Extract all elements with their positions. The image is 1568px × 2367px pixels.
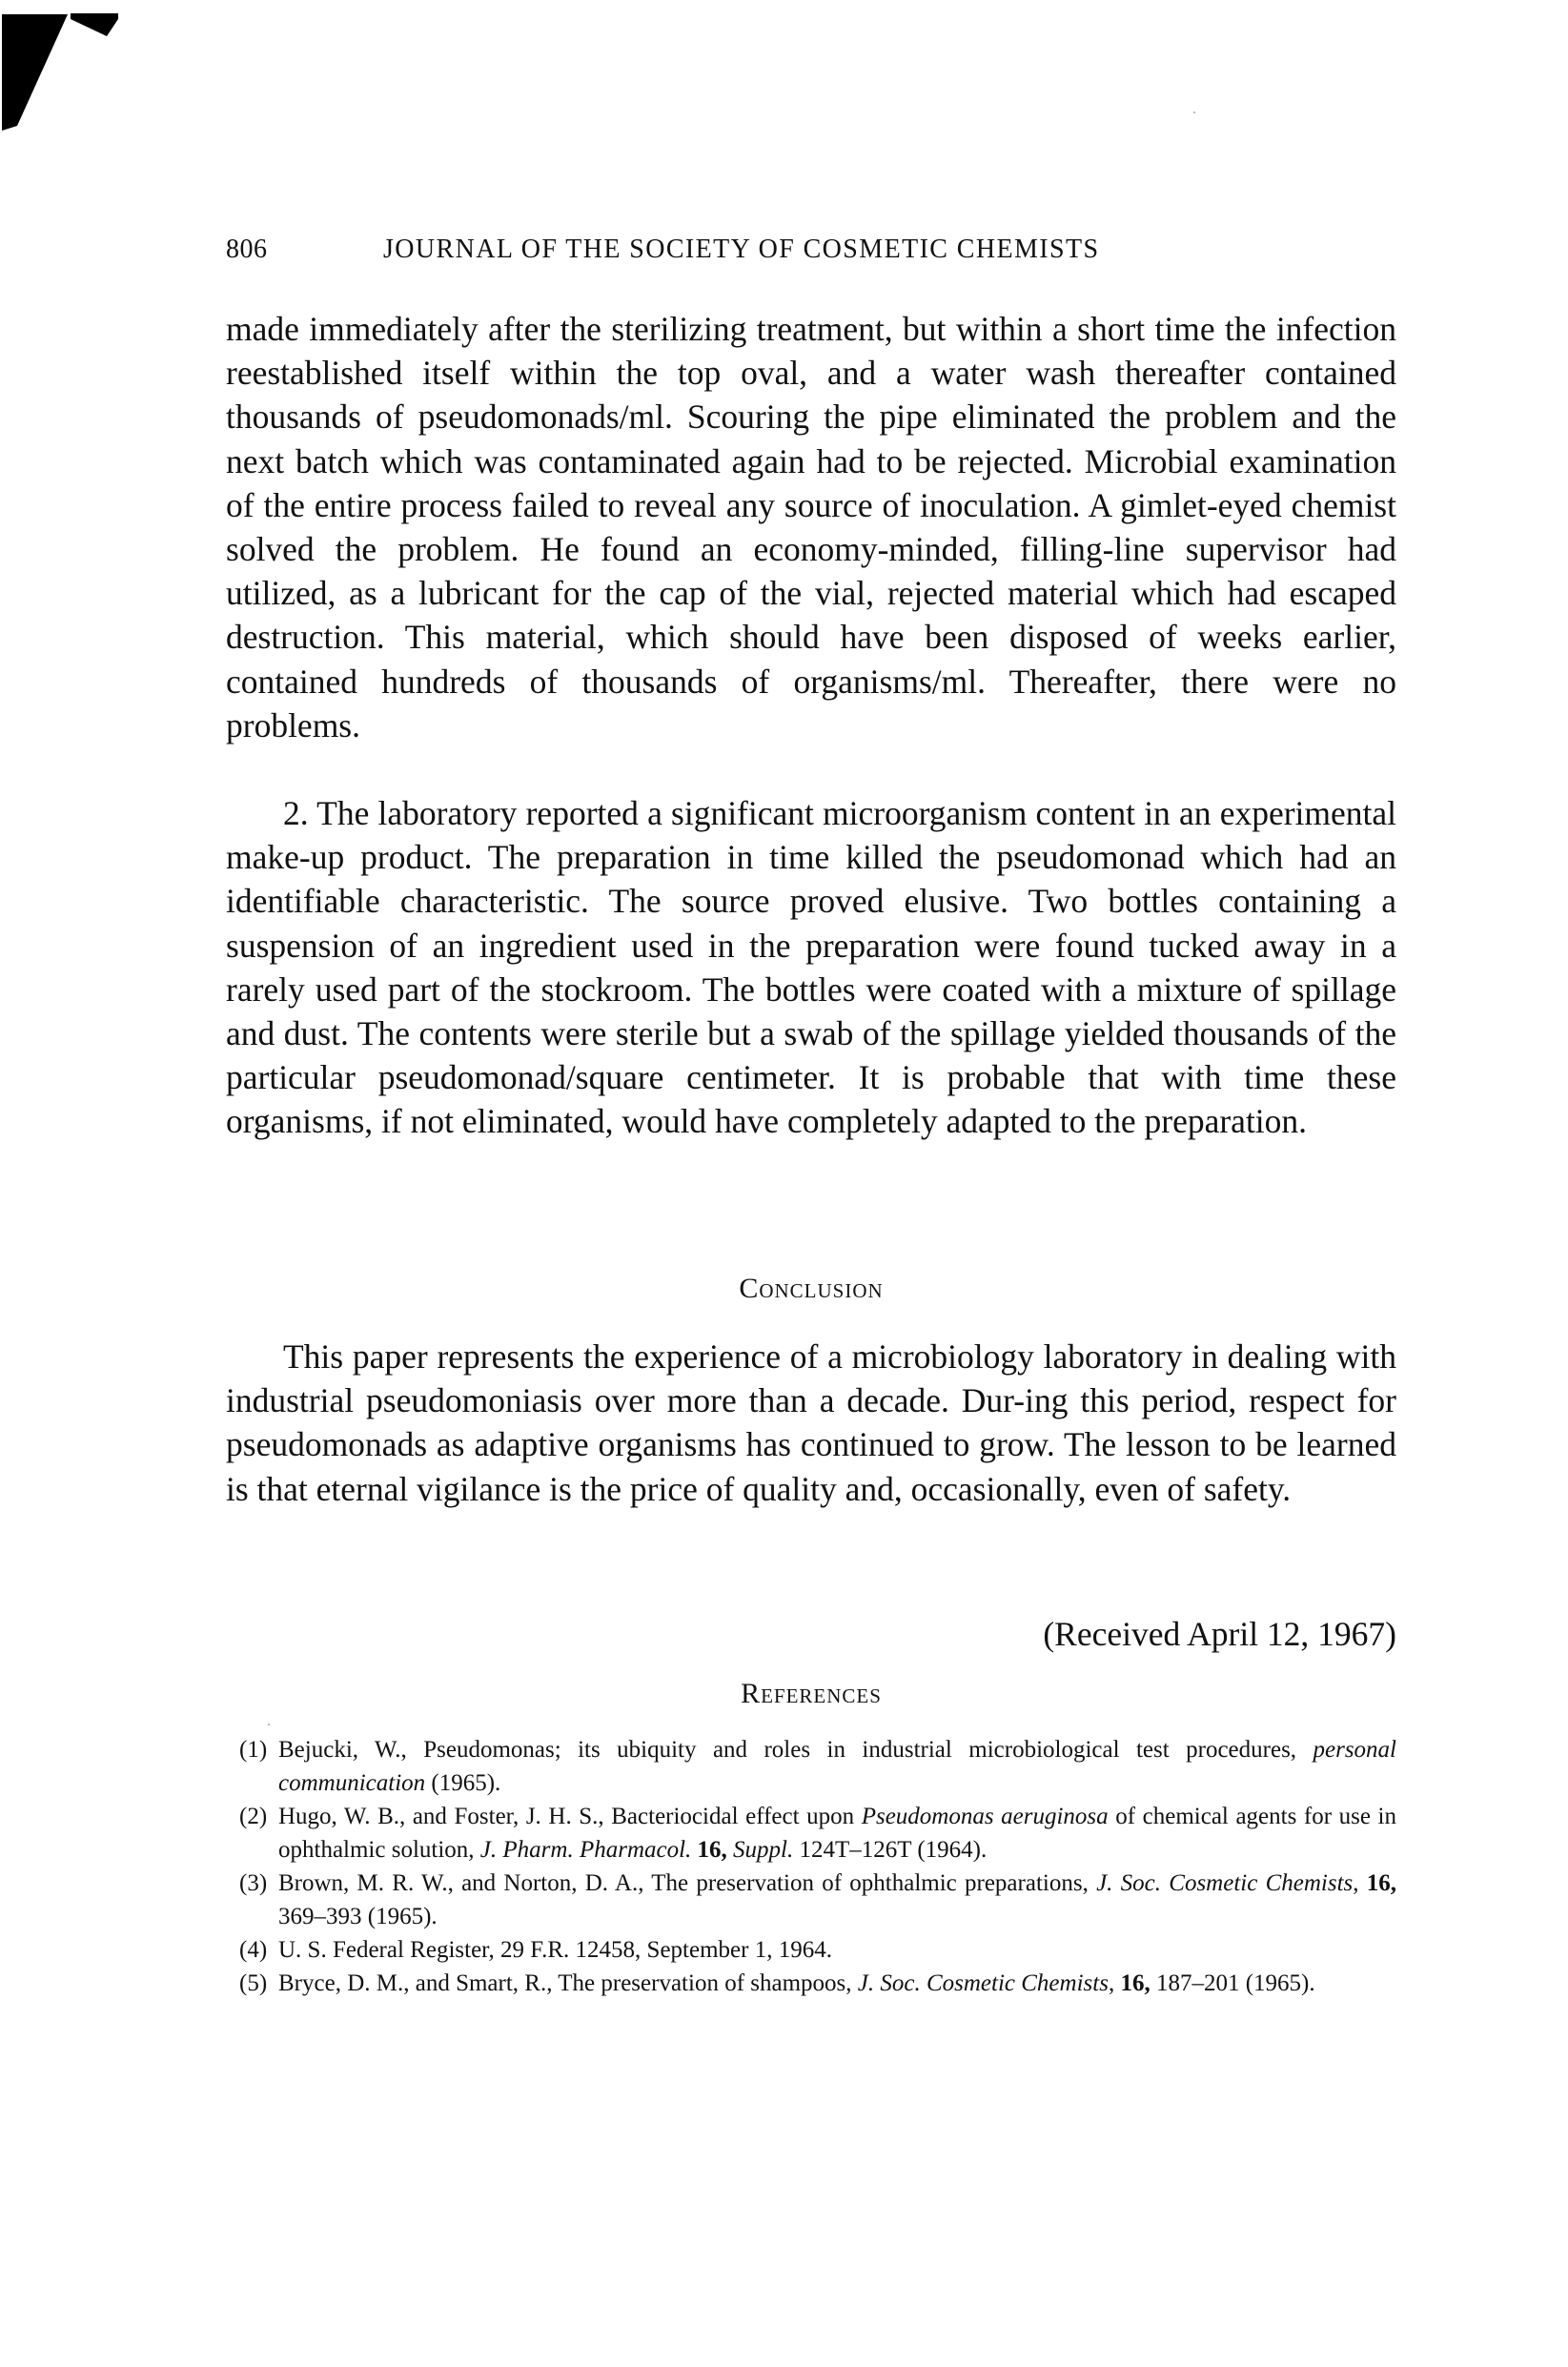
reference-text: 16, [1120,1970,1151,1996]
scan-speck [1193,112,1195,113]
reference-text: 369–393 (1965). [278,1904,438,1929]
body-paragraph-numbered [226,791,1396,1144]
journal-title: JOURNAL OF THE SOCIETY OF COSMETIC CHEMISTS [383,235,1100,264]
reference-item [226,1967,1396,2000]
reference-item [226,1733,1396,1800]
paragraph-text: This paper represents the experience of a microbiology laboratory in dealing with industrial pseudomoniasis over more than a decade. Dur-ing this period, respect for pseudomonads as adaptive organisms has continued to grow. The lesson to be learned is that eternal vigilance is the price of quality and, occasionally, even of safety. [226,1337,1396,1508]
reference-item [226,1867,1396,1933]
scan-corner-mark-icon [0,0,124,133]
reference-text: Suppl. [733,1837,794,1863]
reference-text: , [1108,1970,1121,1996]
reference-text: Brown, M. R. W., and Norton, D. A., The preservation of ophthalmic preparations, [278,1870,1097,1896]
reference-list [226,1733,1396,2000]
reference-text: Bryce, D. M., and Smart, R., The preservation of shampoos, [278,1970,858,1996]
section-heading-conclusion: Conclusion [739,1273,884,1304]
reference-item [226,1933,1396,1967]
reference-text: J. Soc. Cosmetic Chemists [857,1970,1109,1996]
scan-speck [268,1724,270,1725]
paragraph-text: made immediately after the sterilizing treatment, but within a short time the infection reestablished itself within the top oval, and a water wash thereafter contained thousands of pseudomonads/ml. Scouring the pipe eliminated the problem and the next batch which was contaminated again had to be rejected. Microbial examination of the entire process failed to reveal any source of inoculation. A gimlet-eyed chemist solved the problem. He found an economy-minded, filling-line supervisor had utilized, as a lubricant for the cap of the vial, rejected material which had escaped destruction. This material, which should have been disposed of weeks earlier, contained hundreds of thousands of organisms/ml. Thereafter, there were no problems. [226,310,1396,745]
reference-text: Hugo, W. B., and Foster, J. H. S., Bacteriocidal effect upon [278,1804,862,1829]
page-number: 806 [226,235,268,264]
reference-text: personal communication [278,1737,1396,1796]
reference-text: 187–201 (1965). [1150,1970,1315,1996]
reference-text: Pseudomonas aeruginosa [861,1804,1109,1829]
reference-text: , [1353,1870,1367,1896]
reference-text: J. Pharm. Pharmacol. [479,1837,692,1863]
paragraph-text: 2. The laboratory reported a significant microorganism content in an experimental make-up product. The preparation in time killed the pseudomonad which had an identifiable characteristic. The source proved elusive. Two bottles containing a suspension of an ingredient used in the preparation were found tucked away in a rarely used part of the stockroom. The bottles were coated with a mixture of spillage and dust. The contents were sterile but a swab of the spillage yielded thousands of the particular pseudomonad/square centimeter. It is probable that with time these organisms, if not eliminated, would have completely adapted to the preparation. [226,794,1396,1141]
reference-number: (4) [239,1937,268,1963]
body-paragraph [226,307,1396,747]
reference-text: (1965). [425,1770,501,1796]
received-date: (Received April 12, 1967) [1043,1615,1396,1653]
reference-item [226,1800,1396,1867]
running-head [226,235,1396,273]
reference-number: (3) [239,1870,268,1896]
reference-text: Bejucki, W., Pseudomonas; its ubiquity and roles in industrial microbiological test procedures, [278,1737,1313,1763]
reference-number: (2) [239,1804,268,1829]
reference-number: (1) [239,1737,268,1763]
reference-text: 16, [1366,1870,1397,1896]
reference-text: J. Soc. Cosmetic Chemists [1096,1870,1354,1896]
reference-text: 16, [697,1837,727,1863]
reference-text: U. S. Federal Register, 29 F.R. 12458, September 1, 1964. [278,1937,832,1963]
reference-number: (5) [239,1970,268,1996]
section-heading-references: References [741,1678,882,1709]
conclusion-paragraph [226,1335,1396,1511]
reference-text: of chemical agents for use in ophthalmic solution, [278,1804,1396,1863]
reference-text: 124T–126T (1964). [793,1837,988,1863]
